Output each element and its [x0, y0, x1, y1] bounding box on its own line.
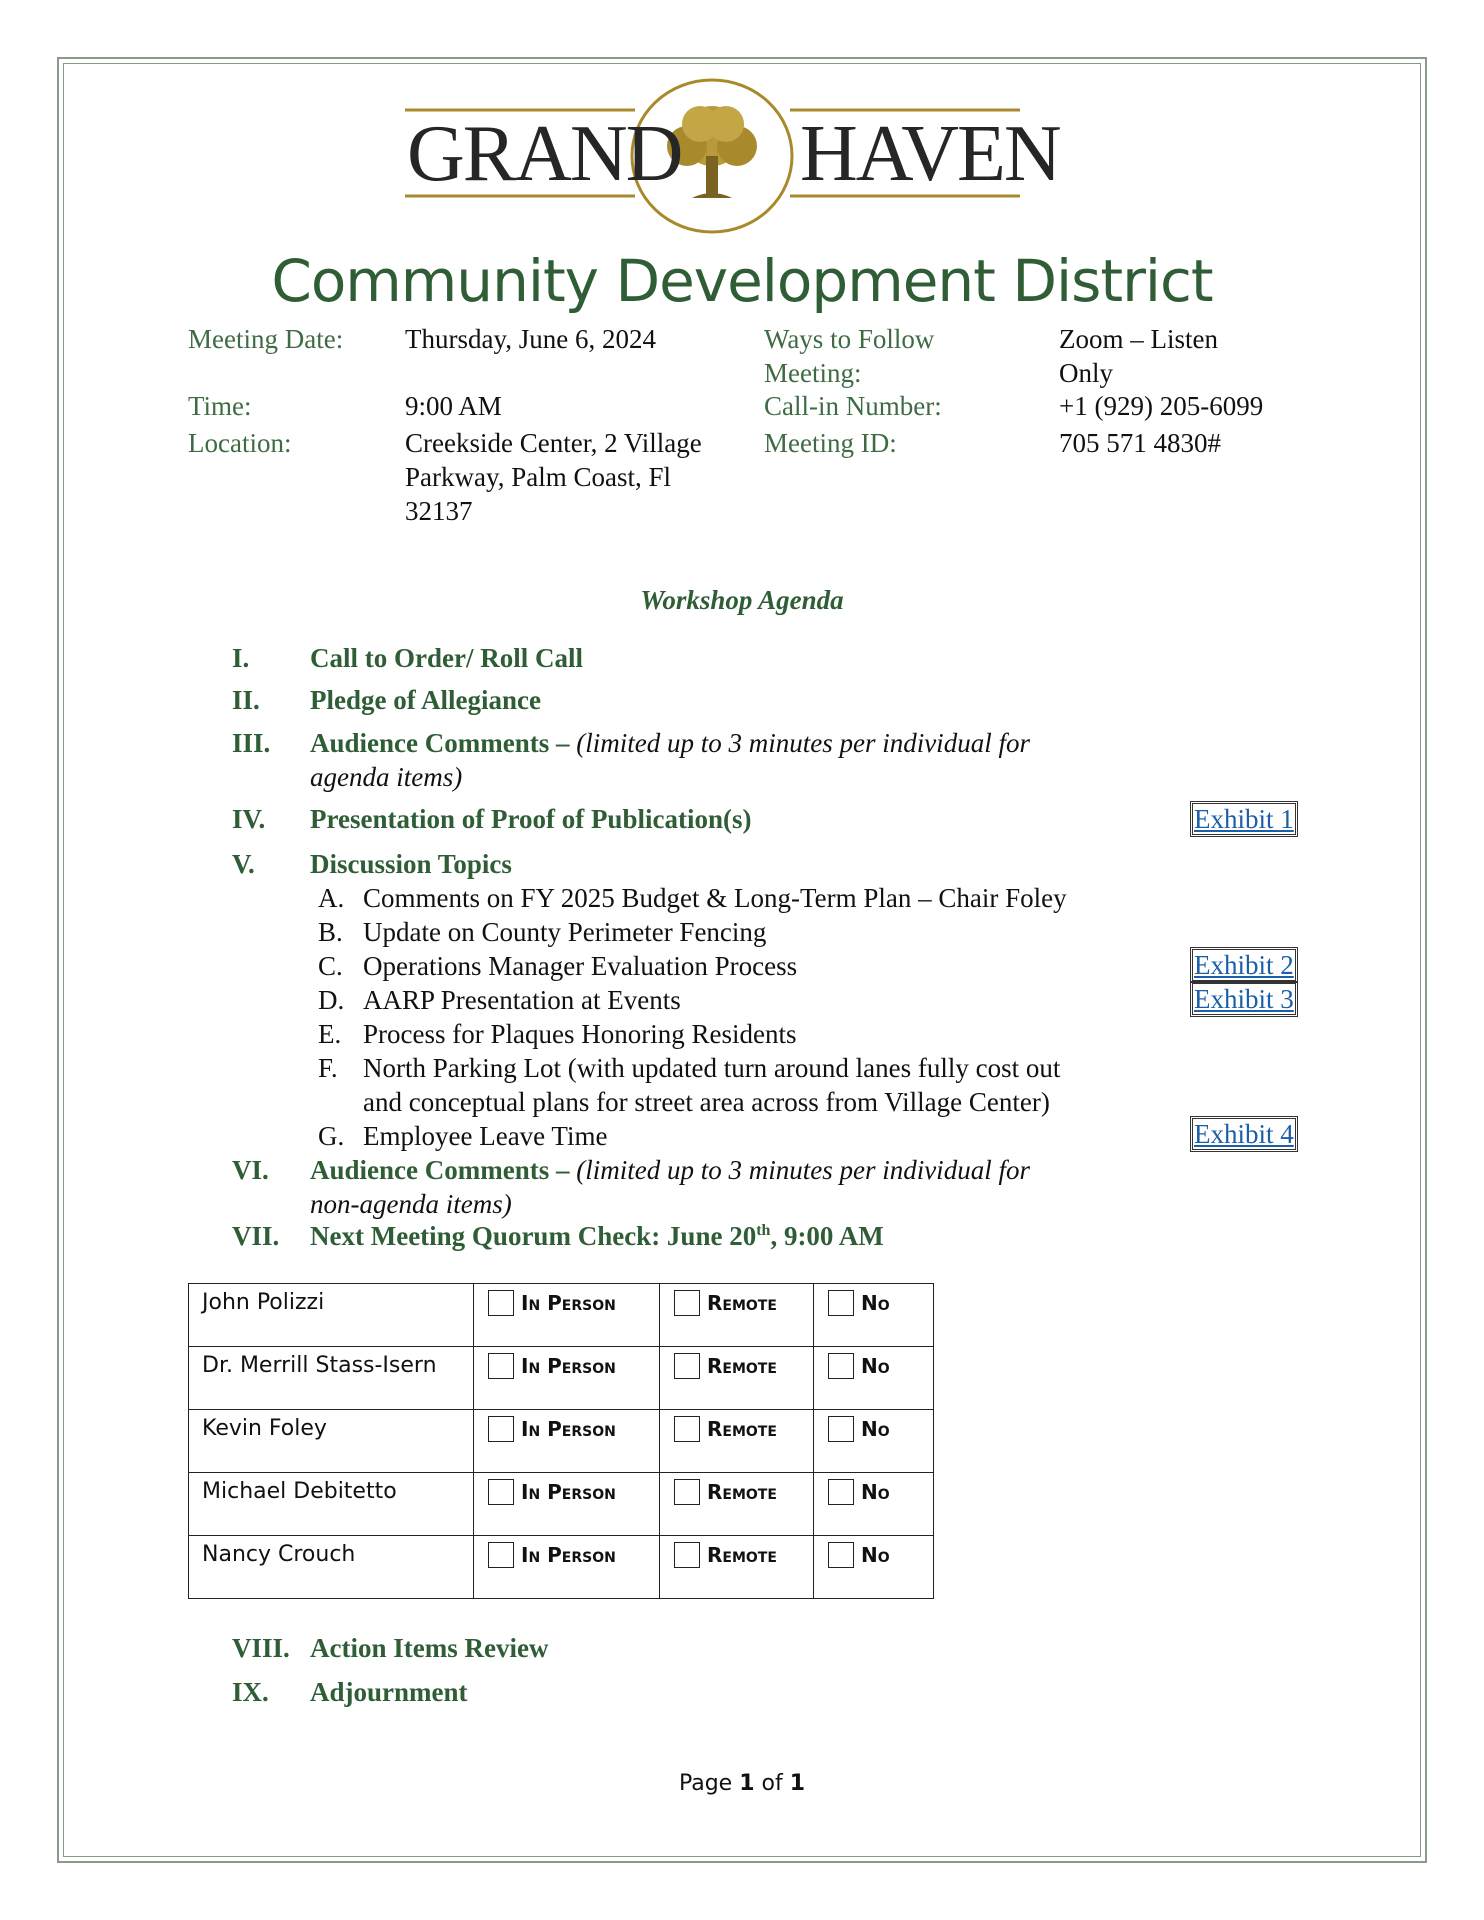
attendance-checkbox[interactable] — [488, 1290, 514, 1316]
attendance-option-label: Remote — [707, 1291, 777, 1315]
agenda-item-pledge: Pledge of Allegiance — [310, 685, 541, 715]
topic-aarp-presentation: AARP Presentation at Events — [363, 985, 681, 1015]
attendance-option-cell — [474, 1473, 660, 1536]
attendance-option — [474, 1347, 659, 1379]
follow-value-line1: Zoom – Listen — [1059, 324, 1218, 354]
agenda-note-continued: non-agenda items) — [310, 1189, 512, 1219]
attendance-option — [474, 1410, 659, 1442]
topic-letter: A. — [318, 883, 345, 913]
attendance-option — [814, 1410, 933, 1442]
attendance-option-label: Remote — [707, 1354, 777, 1378]
agenda-item-proof-of-publication: Presentation of Proof of Publication(s) — [310, 804, 752, 834]
attendance-option-cell — [660, 1410, 814, 1473]
attendance-option-cell — [474, 1536, 660, 1599]
attendance-option-label: Remote — [707, 1417, 777, 1441]
agenda-num-i: I. — [232, 643, 250, 673]
meeting-id-label: Meeting ID: — [764, 428, 897, 458]
topic-north-parking-lot-continued: and conceptual plans for street area across from Village Center) — [363, 1087, 1050, 1117]
attendance-checkbox[interactable] — [828, 1353, 854, 1379]
member-name: John Polizzi — [189, 1284, 474, 1347]
agenda-num-viii: VIII. — [232, 1633, 290, 1663]
attendance-option-cell — [660, 1536, 814, 1599]
logo-word-grand: GRAND — [407, 110, 682, 198]
attendance-option-label: In Person — [521, 1543, 616, 1567]
topic-budget-comments: Comments on FY 2025 Budget & Long-Term Plan – Chair Foley — [363, 883, 1067, 913]
attendance-option-cell — [660, 1347, 814, 1410]
agenda-title: Workshop Agenda — [640, 585, 844, 615]
attendance-option-label: In Person — [521, 1480, 616, 1504]
attendance-checkbox[interactable] — [674, 1479, 700, 1505]
attendance-option — [814, 1536, 933, 1568]
ordinal-suffix: th — [756, 1222, 771, 1239]
time-value: 9:00 AM — [405, 391, 502, 421]
attendance-option — [660, 1473, 813, 1505]
grand-haven-logo — [405, 76, 1060, 238]
member-name: Dr. Merrill Stass-Isern — [189, 1347, 474, 1410]
attendance-option-label: In Person — [521, 1354, 616, 1378]
page-of: of — [754, 1771, 790, 1796]
exhibit-4-link[interactable]: Exhibit 4 — [1190, 1116, 1298, 1152]
agenda-item-action-items-review: Action Items Review — [310, 1633, 549, 1663]
attendance-checkbox[interactable] — [828, 1542, 854, 1568]
member-name: Nancy Crouch — [189, 1536, 474, 1599]
agenda-num-vii: VII. — [232, 1221, 280, 1251]
attendance-checkbox[interactable] — [488, 1353, 514, 1379]
topic-letter: C. — [318, 951, 343, 981]
attendance-option-label: No — [861, 1417, 890, 1441]
attendance-option — [814, 1347, 933, 1379]
attendance-option-cell — [814, 1347, 934, 1410]
callin-value: +1 (929) 205-6099 — [1059, 391, 1264, 421]
topic-perimeter-fencing: Update on County Perimeter Fencing — [363, 917, 767, 947]
attendance-checkbox[interactable] — [488, 1416, 514, 1442]
attendance-option-label: In Person — [521, 1417, 616, 1441]
member-name: Michael Debitetto — [189, 1473, 474, 1536]
quorum-table — [188, 1283, 934, 1599]
location-label: Location: — [188, 428, 292, 458]
meeting-date-value: Thursday, June 6, 2024 — [405, 324, 656, 354]
attendance-option — [660, 1410, 813, 1442]
attendance-checkbox[interactable] — [488, 1542, 514, 1568]
attendance-option-cell — [814, 1536, 934, 1599]
agenda-item-audience-comments-non-agenda — [310, 1153, 1030, 1187]
attendance-checkbox[interactable] — [674, 1416, 700, 1442]
attendance-checkbox[interactable] — [828, 1479, 854, 1505]
follow-label-line2: Meeting: — [764, 358, 862, 388]
attendance-option-label: Remote — [707, 1480, 777, 1504]
agenda-item-audience-comments — [310, 726, 1030, 760]
attendance-option-cell — [814, 1473, 934, 1536]
callin-label: Call-in Number: — [764, 391, 942, 421]
attendance-checkbox[interactable] — [488, 1479, 514, 1505]
agenda-item-quorum-check — [310, 1219, 884, 1253]
follow-value-line2: Only — [1059, 358, 1113, 388]
topic-employee-leave: Employee Leave Time — [363, 1121, 608, 1151]
attendance-option-label: Remote — [707, 1543, 777, 1567]
page-current: 1 — [739, 1771, 755, 1796]
topic-letter: F. — [318, 1053, 338, 1083]
attendance-option — [474, 1473, 659, 1505]
table-row — [189, 1347, 934, 1410]
attendance-option-cell — [474, 1347, 660, 1410]
agenda-num-ix: IX. — [232, 1677, 269, 1707]
attendance-checkbox[interactable] — [828, 1416, 854, 1442]
attendance-option — [660, 1536, 813, 1568]
attendance-option-label: No — [861, 1480, 890, 1504]
attendance-option-cell — [474, 1284, 660, 1347]
time-label: Time: — [188, 391, 252, 421]
topic-letter: G. — [318, 1121, 345, 1151]
attendance-option — [474, 1536, 659, 1568]
agenda-note: (limited up to 3 minutes per individual for — [576, 728, 1030, 758]
attendance-option-cell — [474, 1410, 660, 1473]
page-number — [0, 1771, 1484, 1796]
agenda-num-v: V. — [232, 849, 255, 879]
location-value-line1: Creekside Center, 2 Village — [405, 428, 702, 458]
meeting-date-label: Meeting Date: — [188, 324, 344, 354]
agenda-item-adjournment: Adjournment — [310, 1677, 468, 1707]
attendance-option-cell — [660, 1284, 814, 1347]
agenda-item-call-to-order: Call to Order/ Roll Call — [310, 643, 583, 673]
topic-operations-manager: Operations Manager Evaluation Process — [363, 951, 798, 981]
agenda-heading-text: Audience Comments – — [310, 1155, 577, 1185]
agenda-item-discussion-topics: Discussion Topics — [310, 849, 512, 879]
meeting-id-value: 705 571 4830# — [1059, 428, 1221, 458]
agenda-note-continued: agenda items) — [310, 762, 463, 792]
agenda-num-iii: III. — [232, 728, 271, 758]
table-row — [189, 1284, 934, 1347]
follow-label-line1: Ways to Follow — [764, 324, 935, 354]
attendance-option-label: No — [861, 1354, 890, 1378]
attendance-option-cell — [660, 1473, 814, 1536]
topic-north-parking-lot: North Parking Lot (with updated turn around lanes fully cost out — [363, 1053, 1061, 1083]
attendance-checkbox[interactable] — [674, 1353, 700, 1379]
agenda-heading-text: Audience Comments – — [310, 728, 577, 758]
quorum-check-text: Next Meeting Quorum Check: June 20 — [310, 1221, 757, 1251]
exhibit-3-link[interactable]: Exhibit 3 — [1190, 981, 1298, 1017]
table-row — [189, 1473, 934, 1536]
page-total: 1 — [789, 1771, 806, 1796]
table-row — [189, 1536, 934, 1599]
attendance-option — [474, 1284, 659, 1316]
attendance-option — [660, 1347, 813, 1379]
location-value-line2: Parkway, Palm Coast, Fl — [405, 462, 671, 492]
agenda-num-ii: II. — [232, 685, 260, 715]
attendance-checkbox[interactable] — [674, 1290, 700, 1316]
attendance-checkbox[interactable] — [674, 1542, 700, 1568]
attendance-checkbox[interactable] — [828, 1290, 854, 1316]
attendance-option — [814, 1284, 933, 1316]
member-name: Kevin Foley — [189, 1410, 474, 1473]
exhibit-2-link[interactable]: Exhibit 2 — [1190, 947, 1298, 983]
attendance-option-cell — [814, 1284, 934, 1347]
attendance-option — [814, 1473, 933, 1505]
agenda-num-iv: IV. — [232, 804, 266, 834]
quorum-check-time: , 9:00 AM — [770, 1221, 884, 1251]
topic-letter: D. — [318, 985, 345, 1015]
attendance-option-label: No — [861, 1543, 890, 1567]
page-prefix: Page — [678, 1771, 740, 1796]
page-title: Community Development District — [271, 247, 1213, 315]
logo-word-haven: HAVEN — [800, 110, 1060, 198]
exhibit-1-link[interactable]: Exhibit 1 — [1190, 801, 1298, 837]
attendance-option-label: In Person — [521, 1291, 616, 1315]
agenda-note: (limited up to 3 minutes per individual for — [576, 1155, 1030, 1185]
agenda-num-vi: VI. — [232, 1155, 269, 1185]
topic-letter: B. — [318, 917, 343, 947]
topic-plaques: Process for Plaques Honoring Residents — [363, 1019, 797, 1049]
attendance-option-label: No — [861, 1291, 890, 1315]
attendance-option — [660, 1284, 813, 1316]
topic-letter: E. — [318, 1019, 342, 1049]
attendance-option-cell — [814, 1410, 934, 1473]
location-value-line3: 32137 — [405, 496, 473, 526]
table-row — [189, 1410, 934, 1473]
